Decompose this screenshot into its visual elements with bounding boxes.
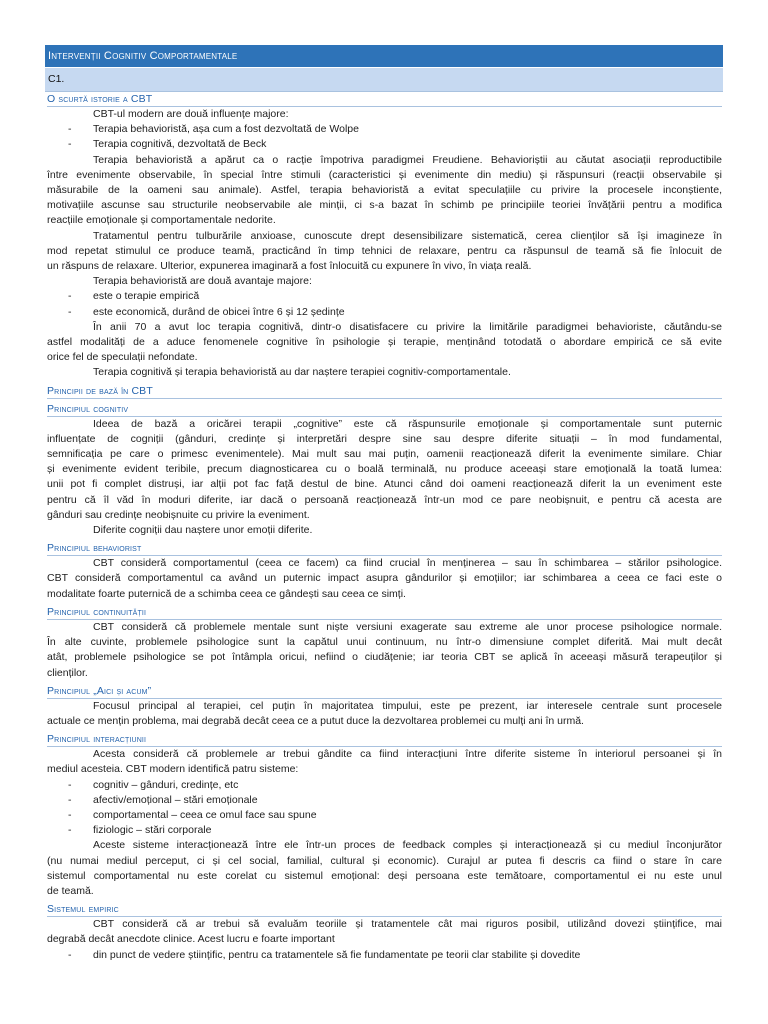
text-line: un răspuns de relaxare. Ulterior, expunerea imaginară a fost înlocuită cu expunere în vivo, în viața reală.	[47, 260, 532, 273]
text-line: modalitate foarte puternică de a schimba ceea ce gândești sau ceea ce simți.	[47, 587, 406, 600]
document-section	[47, 685, 722, 729]
text-line: Focusul principal al terapiei, cel puțin în majoritatea timpului, este pe prezent, iar interesele centrale sunt procesele	[93, 699, 722, 712]
paragraph	[47, 747, 722, 777]
text-line: reacțiile emoționale și comportamentale nedorite.	[47, 214, 276, 227]
paragraph	[47, 153, 722, 229]
document-title: Intervenții Cognitiv Comportamentale	[48, 50, 238, 62]
bullet-marker: -	[68, 138, 72, 151]
list-item	[47, 305, 722, 320]
list-item-text: Terapia cognitivă, dezvoltată de Beck	[93, 138, 267, 151]
bullet-list	[47, 948, 722, 963]
text-line: Diferite cogniții dau naștere unor emoții diferite.	[93, 524, 313, 537]
text-line: Terapia behavioristă a apărut ca o racție împotriva paradigmei Freudiene. Behavioriștii au căutat asociații reproductibile	[93, 153, 722, 166]
bullet-list	[47, 122, 722, 152]
list-item	[47, 137, 722, 152]
bullet-marker: -	[68, 123, 72, 136]
list-item-text: comportamental – ceea ce omul face sau spune	[93, 808, 317, 821]
text-line: atât, problemele psihologice se pot întâmpla oricui, nefiind o ciudățenie; iar teoria CBT se aplică în aceeași măsură terapeuților și	[47, 651, 722, 664]
text-line: Terapia cognitivă și terapia behavioristă au dar naștere terapiei cognitiv-comportamentale.	[93, 366, 511, 379]
paragraph	[47, 417, 722, 523]
paragraph	[47, 320, 722, 366]
text-line: gânduri sau credințe neobișnuite cu privire la eveniment.	[47, 508, 310, 521]
section-heading: Principiul interacțiunii	[47, 733, 722, 747]
text-line: influențate de cogniții (gânduri, credințe și interpretări despre sine sau despre diferite situații – în mod fundamental,	[47, 432, 722, 445]
text-line: orice fel de speculații nefondate.	[47, 351, 198, 364]
section-heading: Sistemul empiric	[47, 903, 722, 917]
list-item-text: din punct de vedere științific, pentru ca tratamentele să fie fundamentate pe teorii clar stabilite și dovedite	[93, 948, 581, 961]
text-line: CBT consideră că problemele mentale sunt niște versiuni exagerate sau extreme ale unor procese psihologice normale.	[93, 620, 722, 633]
paragraph	[47, 917, 722, 947]
bullet-list	[47, 289, 722, 319]
text-line: actuale ce mențin problema, mai degrabă decât ceea ce a putut duce la dezvoltarea problemei cu mulți ani în urmă.	[47, 714, 584, 727]
text-line: (nu numai mediul perceput, ci și cel social, familial, cultural și economic). Curajul ar putea fi descris ca fiind o stare în care	[47, 854, 722, 867]
text-line: motivațiile ascunse sau structurile neobservabile ale minții, ci s-a bazat în schimb pe principiile teoriei învățării pentru a modifica	[47, 199, 722, 212]
text-line: între evenimente observabile, în special între stimuli (caracteristici și evenimente din mediu) și răspunsuri (reacții observabile și	[47, 168, 722, 181]
list-item	[47, 778, 722, 793]
bullet-marker: -	[68, 824, 72, 837]
text-line: CBT-ul modern are două influențe majore:	[93, 108, 289, 120]
paragraph	[47, 229, 722, 275]
document-section	[47, 542, 722, 602]
list-item-text: este economică, durând de obicei între 6 și 12 ședințe	[93, 305, 345, 318]
paragraph	[47, 523, 722, 538]
text-line: și evenimente evident teribile, precum diagnosticarea cu o boală terminală, nu produce aceeași stare emoțională la toată lumea:	[47, 463, 722, 476]
section-heading: Principiul behaviorist	[47, 542, 722, 556]
text-line: Aceste sisteme interacționează între ele într-un proces de feedback comples și interacționează și cu mediul înconjurător	[93, 839, 722, 852]
bullet-marker: -	[68, 290, 72, 303]
list-item	[47, 823, 722, 838]
list-item	[47, 289, 722, 304]
list-item	[47, 122, 722, 137]
list-item	[47, 948, 722, 963]
text-line: pentru că îl văd în moduri diferite, iar dacă o persoană reacționează într-un mod ce pare neobișnuit, e pentru că acesta are	[47, 493, 722, 506]
document-title-bar	[45, 45, 723, 67]
paragraph	[47, 838, 722, 899]
list-item	[47, 808, 722, 823]
document-section	[47, 385, 722, 399]
paragraph	[47, 699, 722, 729]
text-line: Acesta consideră că problemele ar trebui gândite ca fiind interacțiuni între diferite sisteme în interiorul persoanei și în	[93, 748, 722, 761]
document-section	[47, 403, 722, 539]
chapter-bar	[45, 68, 723, 92]
text-line: astfel modalități de a aduce fenomenele cognitive în psihologie și terapie, menținând totodată o abordare empirică ce să evite	[47, 336, 722, 349]
document-section	[47, 733, 722, 899]
text-line: mediul acesteia. CBT modern identifică patru sisteme:	[47, 763, 299, 776]
bullet-marker: -	[68, 948, 72, 961]
bullet-marker: -	[68, 778, 72, 791]
text-line: mod repetat stimulul ce produce teamă, practicând în timp tehnici de relaxare, pentru ca răspunsul de teamă să fie înlocuit de	[47, 244, 722, 257]
bullet-list	[47, 778, 722, 839]
section-heading: Principiul continuității	[47, 606, 722, 620]
paragraph	[47, 556, 722, 602]
list-item-text: cognitiv – gânduri, credințe, etc	[93, 778, 239, 791]
list-item	[47, 793, 722, 808]
text-line: măsurabile de la oameni sau animale). Astfel, terapia behavioristă a evitat speculațiile cu privire la procesele inconștiente,	[47, 184, 722, 197]
text-line: Tratamentul pentru tulburările anxioase, cunoscute drept desensibilizare sistematică, cerea clienților să își imagineze în	[93, 229, 722, 242]
document-section	[47, 606, 722, 681]
list-item-text: fiziologic – stări corporale	[93, 824, 212, 837]
text-line: degrabă decât anecdote clinice. Acest lucru e foarte important	[47, 933, 335, 946]
text-line: clienților.	[47, 666, 88, 679]
list-item-text: Terapia behavioristă, așa cum a fost dezvoltată de Wolpe	[93, 123, 359, 136]
section-heading: O scurtă istorie a CBT	[47, 93, 722, 107]
section-heading: Principii de bază în CBT	[47, 385, 722, 399]
text-line: CBT consideră comportamentul (ceea ce facem) ca fiind crucial în menținerea – sau în schimbarea – stărilor psihologice.	[93, 557, 722, 570]
paragraph	[47, 274, 722, 289]
document-section	[47, 93, 722, 381]
text-line: semnificația pe care o primesc evenimentele). Mai mult sau mai puțin, oamenii reacționează diferit la evenimente similare. Chiar	[47, 448, 722, 461]
bullet-marker: -	[68, 305, 72, 318]
text-line: CBT consideră comportamentul ca având un puternic impact asupra gândurilor și emoțiilor; iar schimbarea a ceea ce faci este o	[47, 572, 722, 585]
bullet-marker: -	[68, 808, 72, 821]
text-line: de teamă.	[47, 884, 94, 897]
paragraph	[47, 365, 722, 380]
bullet-marker: -	[68, 793, 72, 806]
text-line: Terapia behavioristă are două avantaje majore:	[93, 275, 312, 288]
document-body	[47, 93, 722, 963]
document-section	[47, 903, 722, 963]
paragraph	[47, 107, 722, 122]
list-item-text: afectiv/emoțional – stări emoționale	[93, 793, 258, 806]
text-line: În anii 70 a avut loc terapia cognitivă, dintr-o disatisfacere cu privire la limitările paradigmei behavioriste, căutându-se	[93, 320, 722, 333]
text-line: sistemul comportamental nu este corelat cu sistemul emoțional: deși persoana este temătoare, comportamentul ei nu este unul	[47, 869, 722, 882]
section-heading: Principiul cognitiv	[47, 403, 722, 417]
text-line: unii pot fi complet distruși, iar alții pot fac față destul de bine. Atunci când doi oameni reacționează diferit la un eveniment este	[47, 478, 722, 491]
list-item-text: este o terapie empirică	[93, 290, 200, 303]
text-line: Ideea de bază a oricărei terapii „cognitive” este că răspunsurile emoționale și comportamentale sunt puternic	[93, 417, 722, 430]
chapter-label: C1.	[48, 73, 65, 85]
text-line: În alte cuvinte, problemele psihologice sunt la capătul unui continuum, nu într-o dimensiune complet diferită. Mai mult decât	[47, 636, 722, 649]
text-line: CBT consideră că ar trebui să evaluăm teoriile și tratamentele cât mai riguros posibil, utilizând dovezi științifice, mai	[93, 918, 722, 931]
section-heading: Principiul „Aici și acum”	[47, 685, 722, 699]
paragraph	[47, 620, 722, 681]
